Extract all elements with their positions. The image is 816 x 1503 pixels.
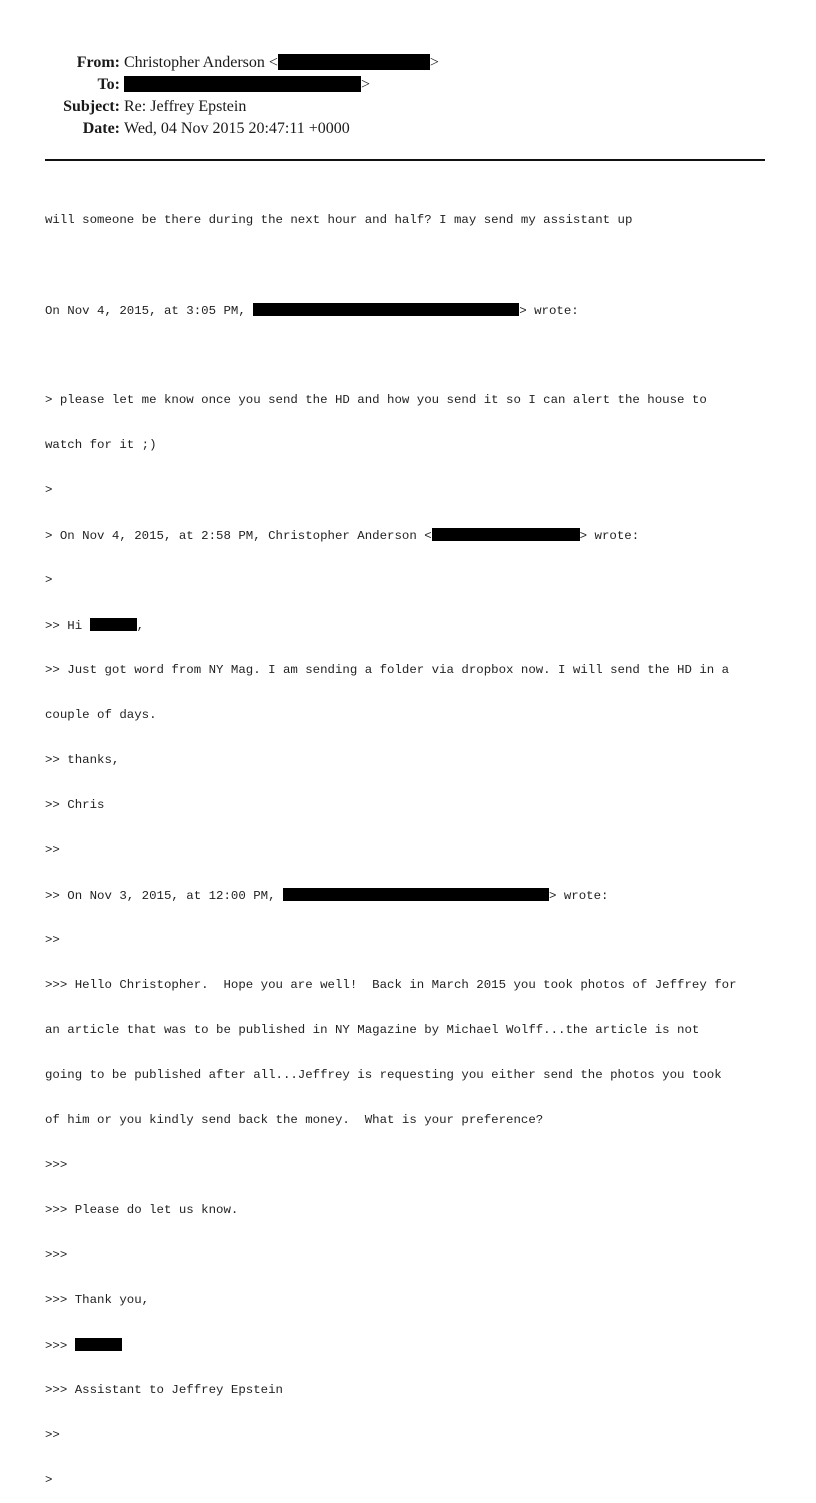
body-line: >> Just got word from NY Mag. I am sending a folder via dropbox now. I will send the HD in a <box>45 663 730 677</box>
from-label: From: <box>76 54 120 71</box>
to-close: > <box>361 76 371 93</box>
from-value <box>124 52 439 74</box>
redaction-block <box>75 1338 122 1351</box>
body-line <box>45 1338 785 1353</box>
body-line: > <box>45 483 53 497</box>
from-name: Christopher Anderson < <box>124 54 278 71</box>
body-line <box>45 528 785 543</box>
to-label: To: <box>97 76 120 93</box>
from-row <box>0 52 816 74</box>
body-line: >> <box>45 933 60 947</box>
blank-line <box>45 348 785 363</box>
header-divider <box>45 159 765 161</box>
subject-value: Re: Jeffrey Epstein <box>124 98 247 115</box>
body-line: an article that was to be published in NY Magazine by Michael Wolff...the article is not <box>45 1023 700 1037</box>
redaction-block <box>90 618 137 631</box>
body-line <box>45 303 785 318</box>
body-line: > <box>45 1473 53 1487</box>
body-line: couple of days. <box>45 708 157 722</box>
redaction-block <box>253 303 519 316</box>
body-line <box>45 888 785 903</box>
quote-attribution: On Nov 4, 2015, at 3:05 PM, <box>45 304 254 318</box>
body-line: > please let me know once you send the HD and how you send it so I can alert the house to <box>45 393 707 407</box>
body-line <box>45 618 785 633</box>
signature-prefix: >>> <box>45 1339 75 1353</box>
body-line: watch for it ;) <box>45 438 157 452</box>
body-line: >> Chris <box>45 798 105 812</box>
redaction-block <box>278 54 430 70</box>
redaction-block <box>432 528 580 541</box>
body-line: >> <box>45 843 60 857</box>
to-value <box>124 74 370 96</box>
date-value: Wed, 04 Nov 2015 20:47:11 +0000 <box>124 120 350 137</box>
quote-attribution-end: > wrote: <box>519 304 579 318</box>
from-close: > <box>429 54 439 71</box>
body-line: >>> Please do let us know. <box>45 1203 239 1217</box>
body-line: >> thanks, <box>45 753 120 767</box>
body-line: >>> Hello Christopher. Hope you are well! Back in March 2015 you took photos of Jeffrey for <box>45 978 737 992</box>
subject-label: Subject: <box>63 98 120 115</box>
body-line: >>> <box>45 1248 68 1262</box>
body-line: >>> Assistant to Jeffrey Epstein <box>45 1383 283 1397</box>
quote-attribution-end: > wrote: <box>548 889 609 903</box>
quote-attribution-end: > wrote: <box>579 529 640 543</box>
email-body <box>45 183 785 1503</box>
quote-attribution: >> On Nov 3, 2015, at 12:00 PM, <box>45 889 283 903</box>
date-row <box>0 118 816 140</box>
quote-attribution: > On Nov 4, 2015, at 2:58 PM, Christopher Anderson < <box>45 529 432 543</box>
to-row <box>0 74 816 96</box>
body-line: >>> <box>45 1158 68 1172</box>
body-line: >>> Thank you, <box>45 1293 150 1307</box>
body-line: going to be published after all...Jeffrey is requesting you either send the photos you took <box>45 1068 722 1082</box>
subject-row <box>0 96 816 118</box>
body-line: will someone be there during the next hour and half? I may send my assistant up <box>45 213 633 227</box>
greeting: >> Hi <box>45 619 90 633</box>
blank-line <box>45 258 785 273</box>
greeting-comma: , <box>136 619 145 633</box>
redaction-block <box>283 888 549 901</box>
email-header <box>0 52 816 140</box>
body-line: >> <box>45 1428 60 1442</box>
redaction-block <box>124 76 361 92</box>
body-line: of him or you kindly send back the money. What is your preference? <box>45 1113 544 1127</box>
body-line: > <box>45 573 53 587</box>
date-label: Date: <box>82 120 120 137</box>
